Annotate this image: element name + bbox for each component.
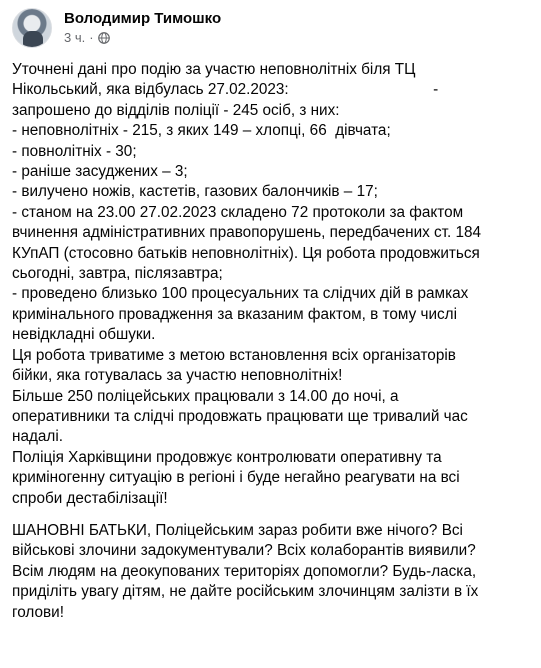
post-text-line: запрошено до відділів поліції - 245 осіб, з них: [12, 101, 340, 119]
post-timestamp[interactable]: 3 ч. [64, 30, 86, 45]
post-text-line: - неповнолітніх - 215, з яких 149 – хлопці, 66 дівчата; [12, 122, 391, 140]
post-text-line: кримінального провадження за вказаним фактом, в тому числі [12, 305, 457, 323]
post-text-line: оперативники та слідчі продовжать працювати ще тривалий час [12, 407, 468, 425]
post-text-line: Ця робота триватиме з метою встановлення всіх організаторів [12, 346, 456, 364]
author-name[interactable]: Володимир Тимошко [64, 10, 222, 27]
post-header [12, 8, 532, 52]
post-text-line: - станом на 23.00 27.02.2023 складено 72 протоколи за фактом [12, 203, 464, 221]
post-text-line: голови! [12, 603, 64, 621]
post-text-line: Поліція Харківщини продовжує контролювати оперативну та [12, 448, 442, 466]
post-text-line: Уточнені дані про подію за участю неповнолітніх біля ТЦ [12, 61, 416, 78]
post-text-line: спроби дестабілізації! [12, 489, 168, 507]
post-text-line: надалі. [12, 428, 63, 446]
paragraph-gap [12, 509, 532, 521]
meta-separator: · [89, 30, 94, 45]
post-text-line: Більше 250 поліцейських працювали з 14.00 до ночі, а [12, 387, 399, 405]
post-text-line: ШАНОВНІ БАТЬКИ, Поліцейським зараз робити вже нічого? Всі [12, 521, 463, 539]
globe-icon[interactable] [98, 32, 110, 44]
post-text-line: Нікольський, яка відбулась 27.02.2023: - [12, 81, 439, 99]
post-text-line: криміногенну ситуацію в регіоні і буде негайно реагувати на всі [12, 469, 460, 487]
post-meta [64, 30, 110, 46]
post-text-line: КУпАП (стосовно батьків неповнолітніх). Ця робота продовжиться [12, 244, 480, 262]
post-text-line: бійки, яка готувалась за участю неповнолітніх! [12, 367, 343, 385]
post-text-line: сьогодні, завтра, післязавтра; [12, 265, 223, 283]
post-text-line: - раніше засуджених – 3; [12, 163, 188, 181]
post-body [12, 60, 532, 623]
post-text-line: військові злочини задокументували? Всіх колаборантів виявили? [12, 542, 476, 560]
post-text-line: вчинення адміністративних правопорушень, передбачених ст. 184 [12, 224, 481, 242]
post-text-line: невідкладні обшуки. [12, 326, 156, 344]
post-text-line: - повнолітніх - 30; [12, 142, 137, 160]
avatar[interactable] [12, 8, 52, 48]
post-text-line: Всім людям на деокупованих територіях допомогли? Будь-ласка, [12, 562, 477, 580]
post-text-line: - проведено близько 100 процесуальних та слідчих дій в рамках [12, 285, 469, 303]
post-text-line: - вилучено ножів, кастетів, газових балончиків – 17; [12, 183, 378, 201]
post-text-line: приділіть увагу дітям, не дайте російським злочинцям залізти в їх [12, 583, 479, 601]
